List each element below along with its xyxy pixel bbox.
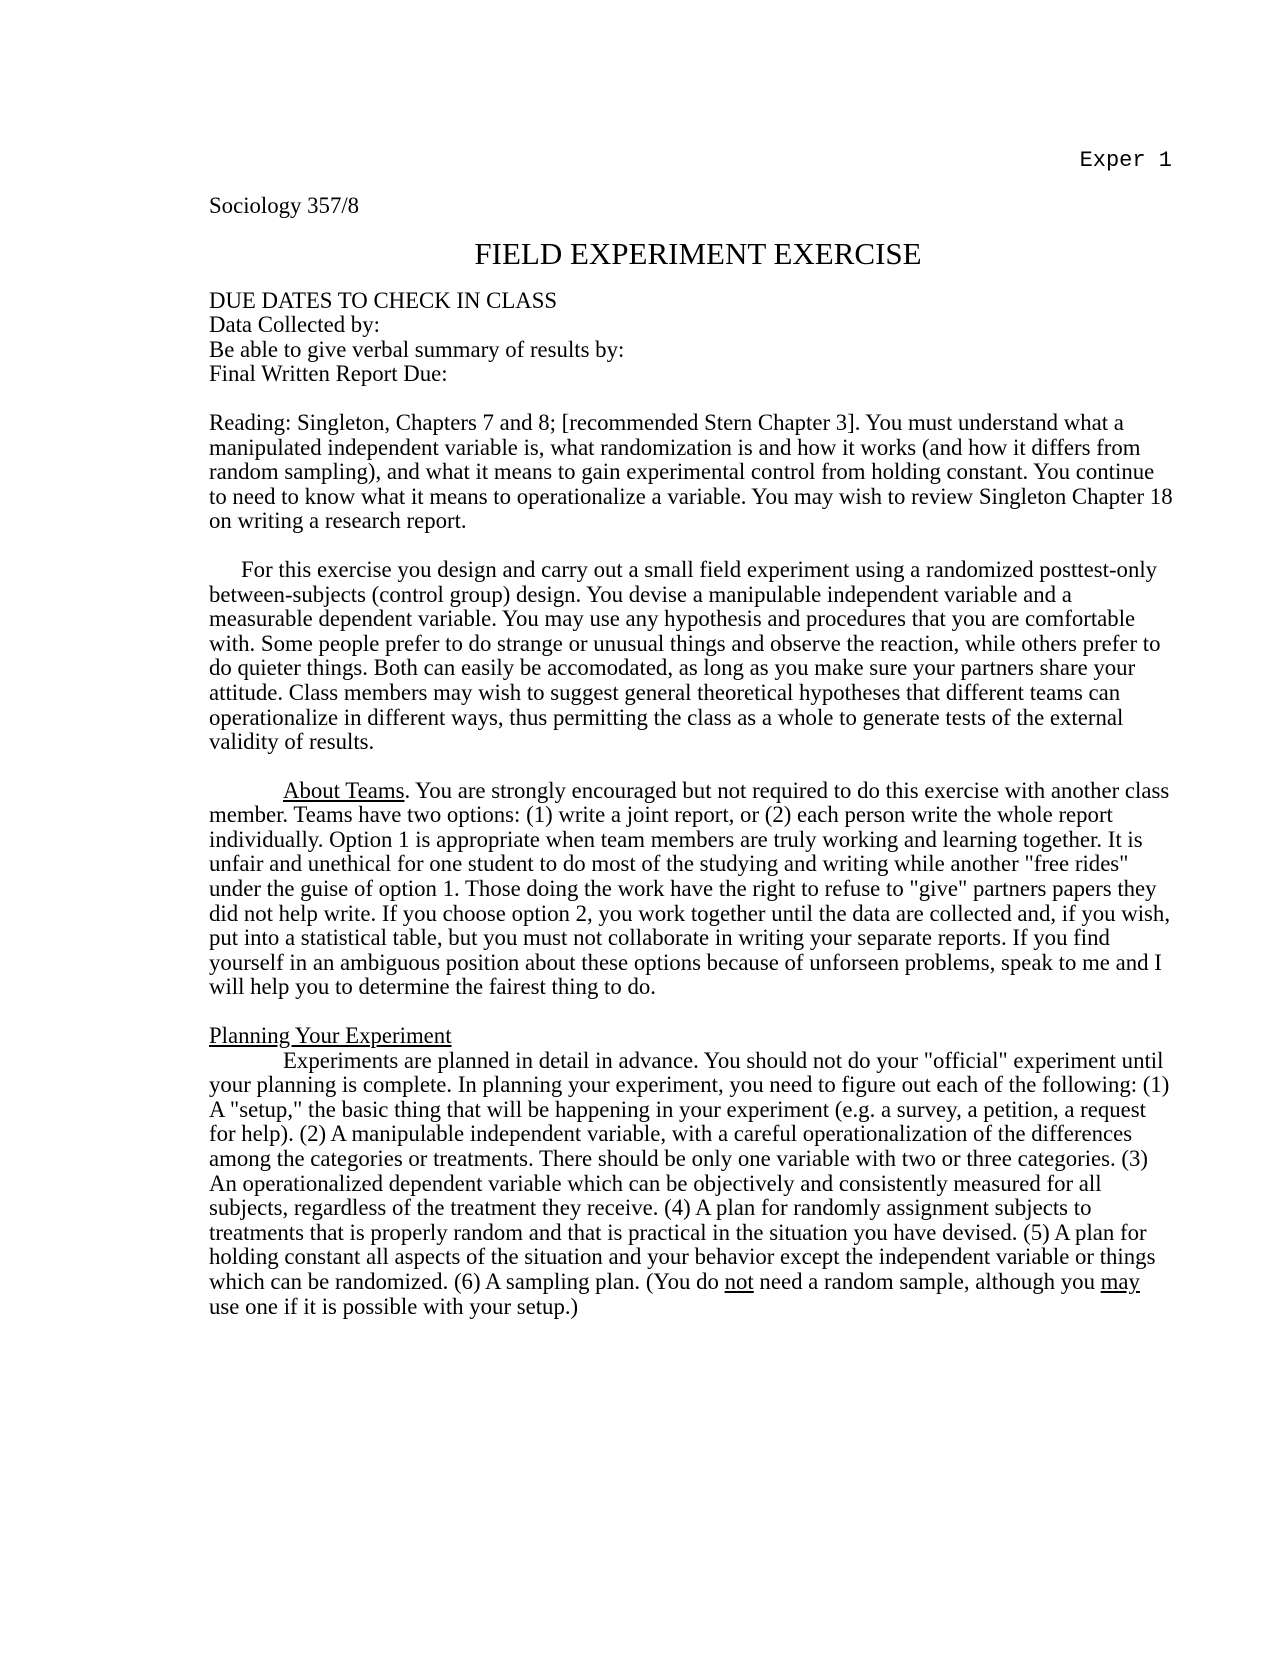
planning-emphasis-may: may: [1100, 1268, 1140, 1294]
due-date-verbal-summary: Be able to give verbal summary of results by:: [209, 336, 625, 362]
planning-text-3: use one if it is possible with your setup.): [209, 1293, 579, 1319]
due-date-final-report: Final Written Report Due:: [209, 361, 448, 387]
reading-paragraph: Reading: Singleton, Chapters 7 and 8; [recommended Stern Chapter 3]. You must understand what a manipulated independent variable is, what randomization is and how it works (and how it differs from random sampling), and what it means to gain experimental control from holding constant. You continue to need to know what it means to operationalize a variable. You may wish to review Singleton Chapter 18 on writing a research report.: [209, 409, 1173, 534]
teams-text: . You are strongly encouraged but not required to do this exercise with another class member. Teams have two options: (1) write a joint report, or (2) each person write the whole report individually. Option 1 is appropriate when team members are truly working and learning together. It is unfair and unethical for one student to do most of the studying and writing while another "free rides" under the guise of option 1. Those doing the work have the right to refuse to "give" partners papers they did not help write. If you choose option 2, you work together until the data are collected and, if you wish, put into a statistical table, but you must not collaborate in writing your separate reports. If you find yourself in an ambiguous position about these options because of unforseen problems, speak to me and I will help you to determine the fairest thing to do.: [209, 777, 1171, 1000]
planning-text-1: Experiments are planned in detail in advance. You should not do your "official" experiment until your planning is complete. In planning your experiment, you need to figure out each of the following: (1) A "setup," the basic thing that will be happening in your experiment (e.g. a survey, a petition, a request for help). (2) A manipulable independent variable, with a careful operationalization of the differences among the categories or treatments. There should be only one variable with two or three categories. (3) An operationalized dependent variable which can be objectively and consistently measured for all subjects, regardless of the treatment they receive. (4) A plan for randomly assignment subjects to treatments that is properly random and that is practical in the situation you have devised. (5) A plan for holding constant all aspects of the situation and your behavior except the independent variable or things which can be randomized. (6) A sampling plan. (You do: [209, 1047, 1170, 1294]
planning-emphasis-not: not: [724, 1268, 754, 1294]
due-date-data-collected: Data Collected by:: [209, 312, 380, 338]
planning-text-2: need a random sample, although you: [753, 1268, 1101, 1294]
teams-heading: About Teams: [283, 777, 405, 803]
due-dates-section: [209, 289, 1175, 387]
course-name: Sociology 357/8: [209, 193, 360, 218]
planning-paragraph: [209, 1049, 1175, 1320]
document-body: [209, 194, 1175, 1319]
page-header-code: Exper 1: [1079, 148, 1172, 173]
teams-paragraph: [209, 779, 1175, 1000]
planning-heading: Planning Your Experiment: [209, 1023, 452, 1049]
exercise-paragraph: For this exercise you design and carry out a small field experiment using a randomized posttest-only between-subjects (control group) design. You devise a manipulable independent variable and a measurable dependent variable. You may use any hypothesis and procedures that you are comfortable with. Some people prefer to do strange or unusual things and observe the reaction, while others prefer to do quieter things. Both can easily be accomodated, as long as you make sure your partners share your attitude. Class members may wish to suggest general theoretical hypotheses that different teams can operationalize in different ways, thus permitting the class as a whole to generate tests of the external validity of results.: [209, 556, 1161, 755]
page-title: FIELD EXPERIMENT EXERCISE: [474, 235, 922, 271]
due-dates-heading: DUE DATES TO CHECK IN CLASS: [209, 287, 558, 313]
